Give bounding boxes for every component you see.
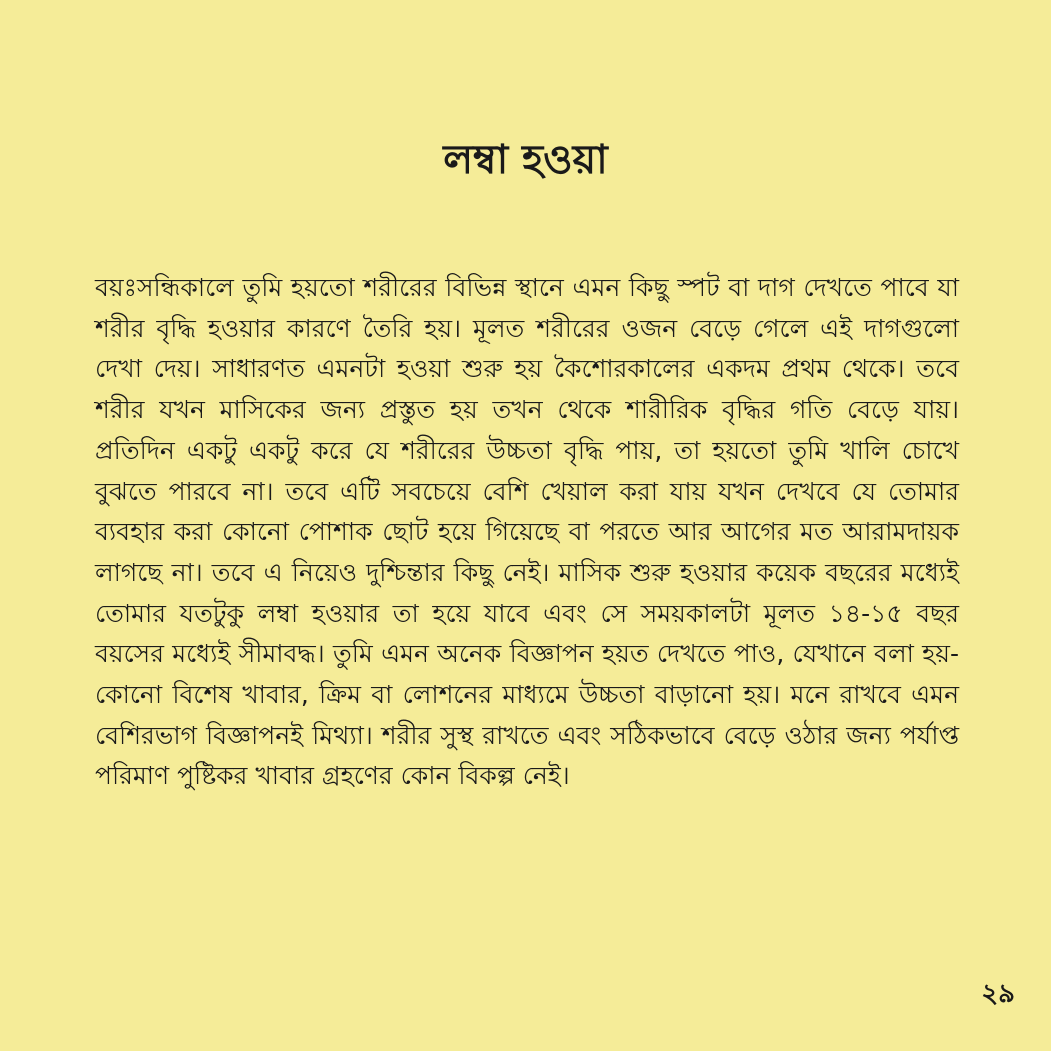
body-paragraph: বয়ঃসন্ধিকালে তুমি হয়তো শরীরের বিভিন্ন স্থানে এমন কিছু স্পট বা দাগ দেখতে পাবে যা শরীর বৃদ্ধি হওয়ার কারণে তৈরি হয়। মূলত শরীরের ওজন বেড়ে গেলে এই দাগগুলো দেখা দেয়। সাধারণত এমনটা হওয়া শুরু হয় কৈশোরকালের একদম প্রথম থেকে। তবে শরীর যখন মাসিকের জন্য প্রস্তুত হয় তখন থেকে শারীরিক বৃদ্ধির গতি বেড়ে যায়। প্রতিদিন একটু একটু করে যে শরীরের উচ্চতা বৃদ্ধি পায়, তা হয়তো তুমি খালি চোখে বুঝতে পারবে না। তবে এটি সবচেয়ে বেশি খেয়াল করা যায় যখন দেখবে যে তোমার ব্যবহার করা কোনো পোশাক ছোট হয়ে গিয়েছে বা পরতে আর আগের মত আরামদায়ক লাগছে না। তবে এ নিয়েও দুশ্চিন্তার কিছু নেই। মাসিক শুরু হওয়ার কয়েক বছরের মধ্যেই তোমার যতটুকু লম্বা হওয়ার তা হয়ে যাবে এবং সে সময়কালটা মূলত ১৪-১৫ বছর বয়সের মধ্যেই সীমাবদ্ধ। তুমি এমন অনেক বিজ্ঞাপন হয়ত দেখতে পাও, যেখানে বলা হয়- কোনো বিশেষ খাবার, ক্রিম বা লোশনের মাধ্যমে উচ্চতা বাড়ানো হয়। মনে রাখবে এমন বেশিরভাগ বিজ্ঞাপনই মিথ্যা। শরীর সুস্থ রাখতে এবং সঠিকভাবে বেড়ে ওঠার জন্য পর্যাপ্ত পরিমাণ পুষ্টিকর খাবার গ্রহণের কোন বিকল্প নেই। [95,273,959,791]
page-number: ২৯ [981,979,1015,1009]
page-title: লম্বা হওয়া [443,137,608,183]
